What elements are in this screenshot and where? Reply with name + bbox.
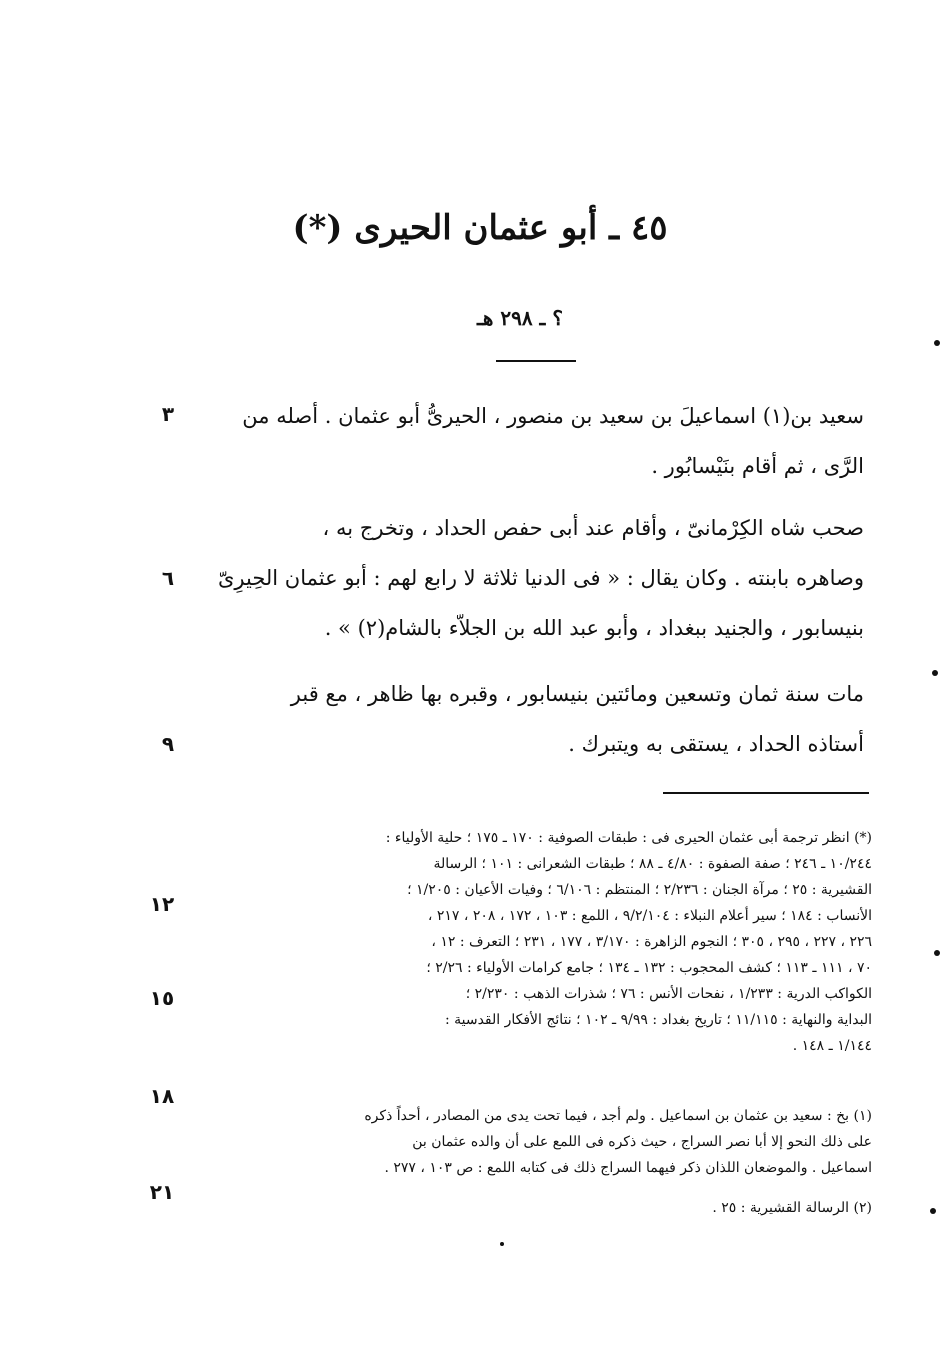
body-line: صحب شاه الكِرْمانىّ ، وأقام عند أبى حفص الحداد ، وتخرج به ، [322, 516, 864, 540]
footnote-line: (٢) الرسالة القشيرية : ٢٥ . [712, 1200, 872, 1216]
body-line: مات سنة ثمان وتسعين ومائتين بنيسابور ، وقبره بها ظاهر ، مع قبر [290, 682, 864, 706]
footnote-line: ١٠/٢٤٤ ـ ٢٤٦ ؛ صفة الصفوة : ٤/٨٠ ـ ٨٨ ؛ طبقات الشعرانى : ١٠١ ؛ الرسالة [433, 856, 872, 872]
line-number: ٦ [161, 566, 175, 590]
line-number: ١٢ [149, 892, 175, 916]
footnote-line: (١) بخ : سعيد بن عثمان بن اسماعيل . ولم أجد ، فيما تحت يدى من المصادر ، أحداً ذكره [364, 1108, 872, 1124]
footnote-line: البداية والنهاية : ١١/١١٥ ؛ تاريخ بغداد : ٩/٩٩ ـ ١٠٢ ؛ نتائج الأفكار القدسية : [444, 1012, 872, 1028]
body-line: بنيسابور ، والجنيد ببغداد ، وأبو عبد الله بن الجلاَّء بالشام(٢) » . [324, 616, 864, 640]
scan-speck [932, 670, 938, 676]
footnote-line: القشيرية : ٢٥ ؛ مرآة الجنان : ٢/٢٣٦ ؛ المنتظم : ٦/١٠٦ ؛ وفيات الأعيان : ١/٢٠٥ ؛ [407, 882, 872, 898]
body-line: الرَّى ، ثم أقام بنَيْسابُور . [651, 454, 864, 478]
line-number: ١٥ [149, 986, 175, 1010]
body-line: وصاهره بابنته . وكان يقال : « فى الدنيا ثلاثة لا رابع لهم : أبو عثمان الحِيرِىّ [217, 566, 864, 590]
footnote-line: ٢٢٦ ، ٢٢٧ ، ٢٩٥ ، ٣٠٥ ؛ النجوم الزاهرة : ٣/١٧٠ ، ١٧٧ ، ٢٣١ ؛ التعرف : ١٢ ، [431, 934, 872, 950]
line-number: ٣ [161, 402, 175, 426]
line-number: ١٨ [149, 1084, 175, 1108]
footnote-line: اسماعيل . والموضعان اللذان ذكر فيهما السراج ذلك فى كتابه اللمع : ص ١٠٣ ، ٢٧٧ . [384, 1160, 872, 1176]
footnote-divider [663, 792, 869, 794]
scan-speck [934, 340, 940, 346]
scan-speck [930, 1208, 936, 1214]
footnote-line: ٧٠ ، ١١١ ـ ١١٣ ؛ كشف المحجوب : ١٣٢ ـ ١٣٤ ؛ جامع كرامات الأولياء : ٢/٢٦ ؛ [426, 960, 872, 976]
line-number: ٢١ [149, 1180, 175, 1204]
footnote-line: ١/١٤٤ ـ ١٤٨ . [792, 1038, 872, 1054]
footnote-line: الكواكب الدرية : ١/٢٣٣ ، نفحات الأنس : ٧٦ ؛ شذرات الذهب : ٢/٢٣٠ ؛ [465, 986, 872, 1002]
footnote-line: على ذلك النحو إلا أبا نصر السراج ، حيث ذكره فى اللمع على أن والده عثمان بن [412, 1134, 872, 1150]
title-divider [496, 360, 576, 362]
body-line: أستاذه الحداد ، يستقى به ويتبرك . [568, 732, 864, 756]
footnote-line: (*) انظر ترجمة أبى عثمان الحيرى فى : طبقات الصوفية : ١٧٠ ـ ١٧٥ ؛ حلية الأولياء : [385, 830, 872, 846]
scan-speck [934, 950, 940, 956]
date-range: ؟ ـ ٢٩٨ هـ [476, 306, 563, 330]
scan-speck [500, 1242, 504, 1246]
page-title: ٤٥ ـ أبو عثمان الحيرى (*) [292, 208, 668, 248]
line-number: ٩ [161, 732, 175, 756]
body-line: سعيد بن(١) اسماعيلَ بن سعيد بن منصور ، الحيرىُّ أبو عثمان . أصله من [242, 404, 864, 428]
footnote-line: الأنساب : ١٨٤ ؛ سير أعلام النبلاء : ٩/٢/١٠٤ ، اللمع : ١٠٣ ، ١٧٢ ، ٢٠٨ ، ٢١٧ ، [427, 908, 872, 924]
